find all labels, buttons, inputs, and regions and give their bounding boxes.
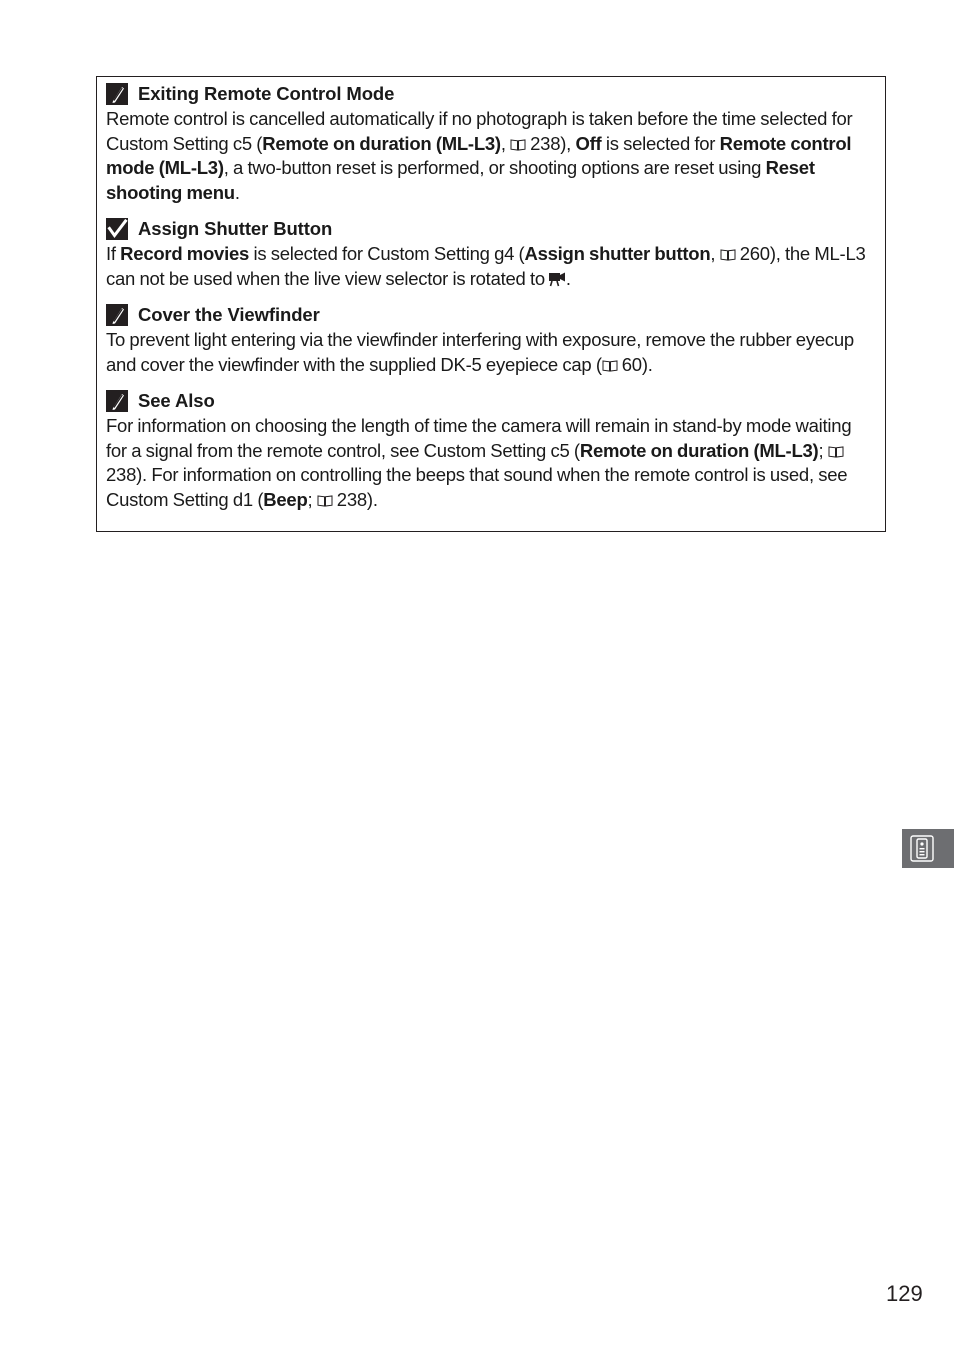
page-reference: 238	[336, 488, 367, 510]
page-number: 129	[886, 1281, 923, 1306]
note-title: Assign Shutter Button	[138, 218, 333, 239]
note-title: See Also	[138, 390, 215, 411]
chapter-side-tab	[902, 829, 954, 868]
book-reference-icon	[510, 138, 526, 151]
page-reference: 60	[621, 353, 642, 375]
movie-camera-icon	[548, 271, 566, 287]
notes-box	[96, 76, 886, 532]
note-assign-shutter-button	[106, 216, 876, 291]
book-reference-icon	[602, 359, 618, 372]
note-see-also	[106, 388, 876, 512]
remote-control-icon	[910, 835, 934, 862]
note-exiting-remote-control-mode	[106, 81, 876, 205]
pencil-note-icon	[106, 83, 128, 105]
book-reference-icon	[720, 248, 736, 261]
note-body: For information on choosing the length of time the camera will remain in stand-by mode waiting for a signal from the remote control, see Custom Setting c5 (Remote on duration (ML-L3); 238). For information on controlling the beeps that sound when the remote control is used, see Custom Setting d1 (Beep; 238).	[106, 415, 852, 510]
book-reference-icon	[317, 494, 333, 507]
page-reference: 238	[530, 132, 561, 154]
note-body: If Record movies is selected for Custom Setting g4 (Assign shutter button, 260), the ML-L3 can not be used when the live view selector is rotated to .	[106, 243, 866, 289]
note-body: To prevent light entering via the viewfinder interfering with exposure, remove the rubber eyecup and cover the viewfinder with the supplied DK-5 eyepiece cap ( 60).	[106, 329, 854, 375]
pencil-note-icon	[106, 304, 128, 326]
note-body: Remote control is cancelled automatically if no photograph is taken before the time selected for Custom Setting c5 (Remote on duration (ML-L3), 238), Off is selected for Remote control mode (ML-L3), a two-button reset is performed, or shooting options are reset using Reset shooting menu.	[106, 108, 853, 203]
book-reference-icon	[828, 445, 844, 458]
note-cover-the-viewfinder	[106, 302, 876, 377]
note-title: Exiting Remote Control Mode	[138, 83, 395, 104]
page-reference: 238	[106, 464, 137, 485]
note-title: Cover the Viewfinder	[138, 304, 320, 325]
checkmark-caution-icon	[106, 218, 128, 240]
page-reference: 260	[739, 243, 770, 264]
pencil-note-icon	[106, 390, 128, 412]
